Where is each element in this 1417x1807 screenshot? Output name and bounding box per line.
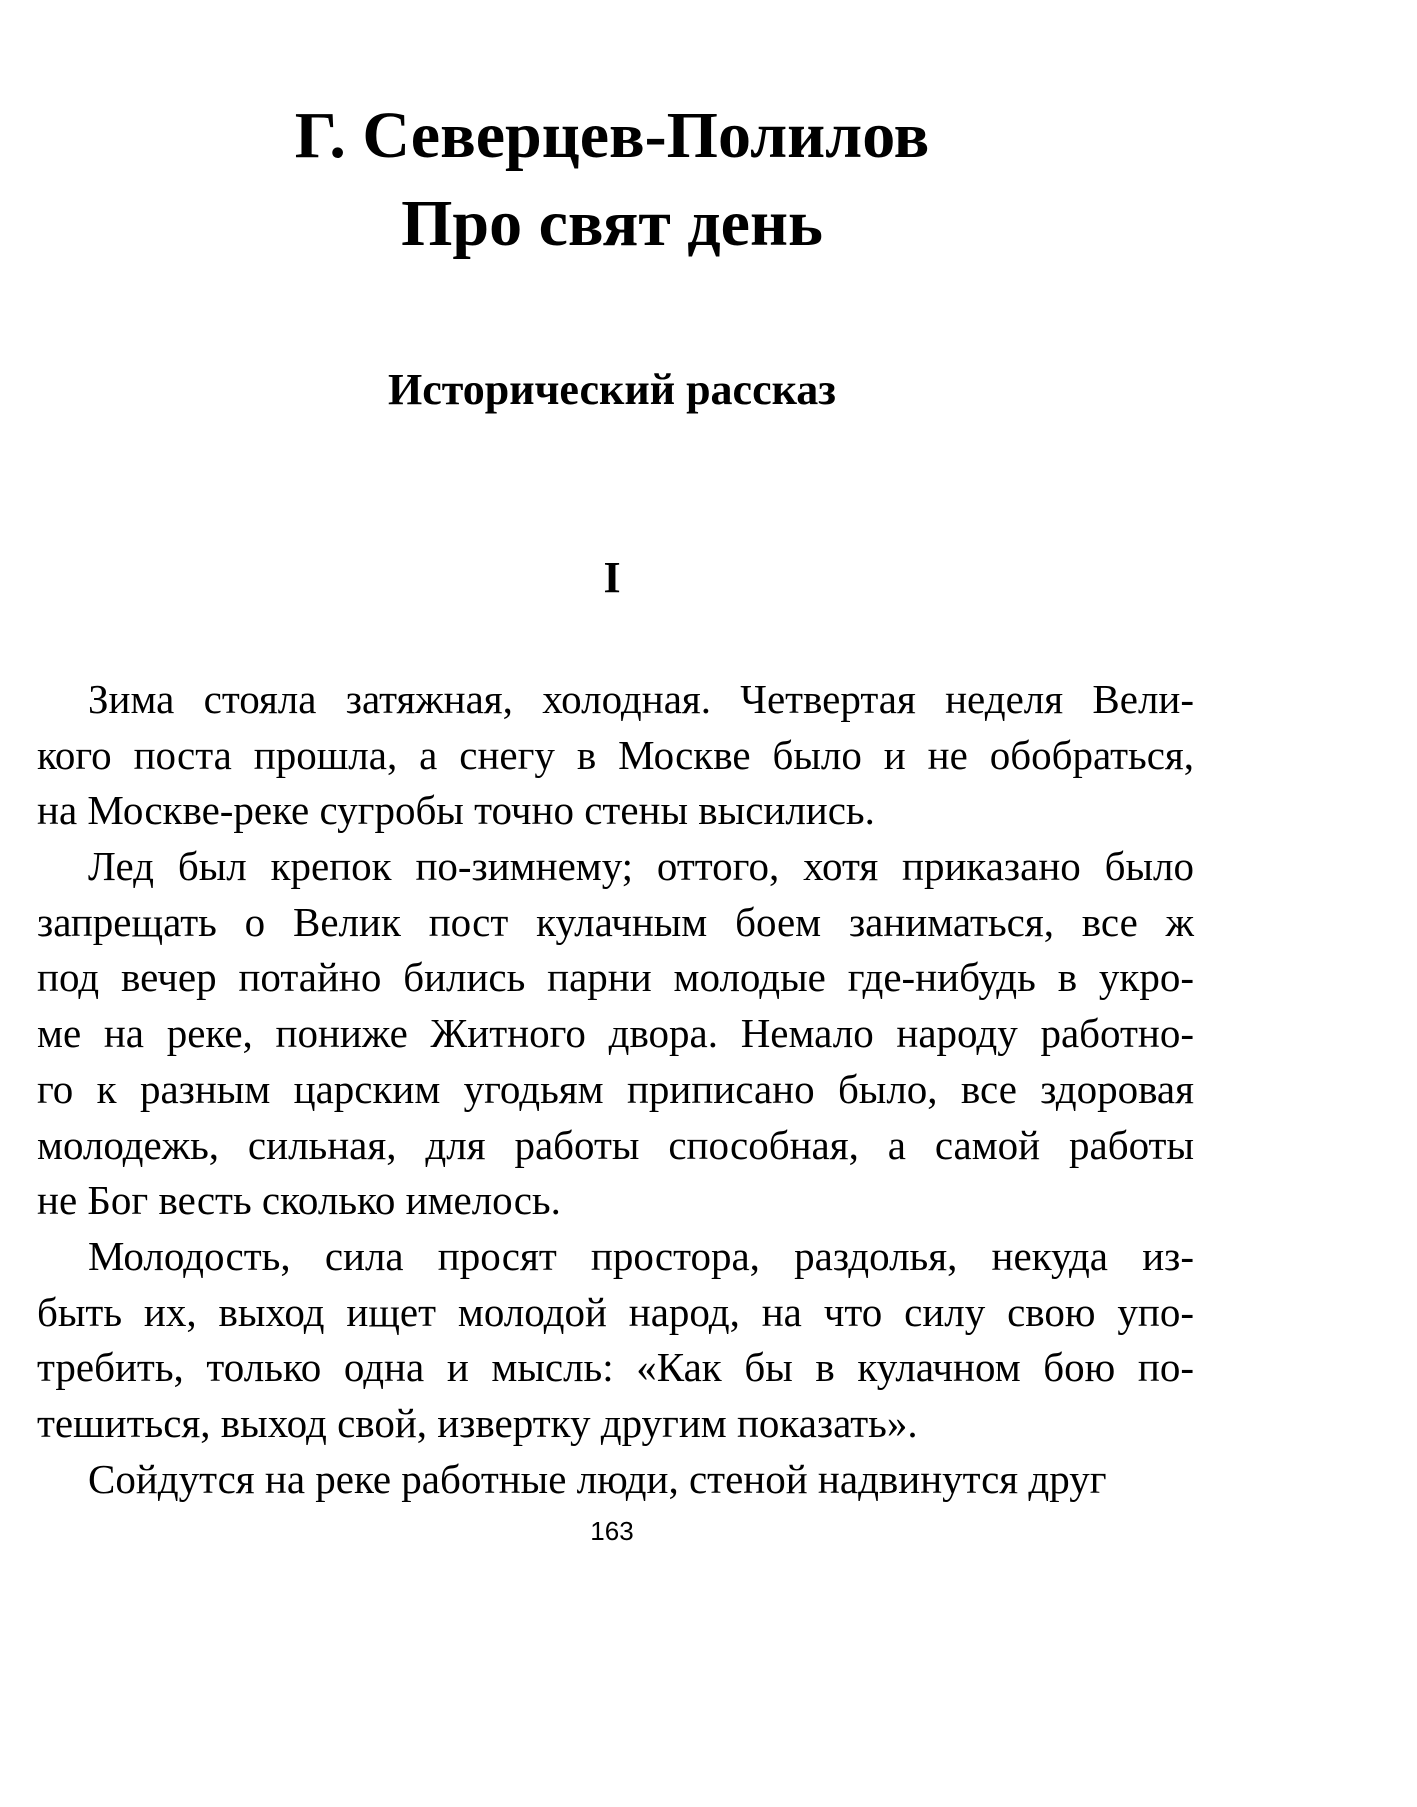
text-line: Зима стояла затяжная, холодная. Четвертая неделя Вели-	[88, 676, 1194, 722]
title-block	[0, 92, 1224, 268]
text-line: Сойдутся на реке работные люди, стеной надвинутся друг	[88, 1455, 1107, 1502]
text-line: не Бог весть сколько имелось.	[37, 1177, 561, 1224]
text-line: тешиться, выход свой, извертку другим показать».	[37, 1399, 918, 1446]
text-line: Лед был крепок по-зимнему; оттого, хотя приказано было	[88, 843, 1194, 890]
text-line: ме на реке, пониже Житного двора. Немало народу работно-	[37, 1010, 1194, 1057]
story-title: Про свят день	[401, 187, 823, 260]
text-line: под вечер потайно бились парни молодые где-нибудь в укро-	[37, 954, 1194, 1001]
text-line: го к разным царским угодьям приписано было, все здоровая	[37, 1065, 1194, 1112]
text-line: запрещать о Велик пост кулачным боем заниматься, все ж	[37, 898, 1194, 945]
text-line: Молодость, сила просят простора, раздолья, некуда из-	[88, 1232, 1194, 1279]
page-number: 163	[590, 1516, 634, 1546]
text-line: на Москве-реке сугробы точно стены высились.	[37, 787, 875, 834]
body-text	[37, 672, 1194, 1507]
author-name: Г. Северцев-Полилов	[294, 99, 930, 172]
story-subtitle: Исторический рассказ	[388, 365, 836, 414]
chapter-number: I	[603, 553, 621, 602]
text-line: быть их, выход ищет молодой народ, на что силу свою упо-	[37, 1288, 1194, 1335]
text-line: требить, только одна и мысль: «Как бы в кулачном бою по-	[37, 1344, 1194, 1391]
text-line: молодежь, сильная, для работы способная, а самой работы	[37, 1121, 1194, 1168]
text-line: кого поста прошла, а снегу в Москве было и не обобраться,	[37, 731, 1194, 778]
